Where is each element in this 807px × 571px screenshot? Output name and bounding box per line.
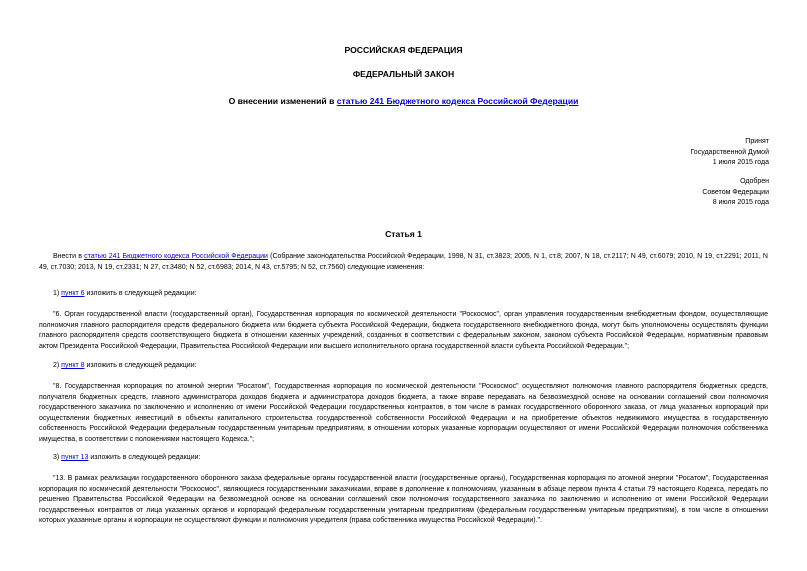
item1-link[interactable]: пункт 6 xyxy=(61,290,85,297)
item1-instruction xyxy=(39,289,768,300)
law-title xyxy=(0,96,807,106)
item1-text: "6. Орган государственной власти (государственный орган), Государственная корпорация по космической деятельности "Роскосмос", орган управления государственным внебюджетным фондом, осуществляющие полномочия главного распорядителя средств федерального бюджета или бюджета субъекта Российской Федерации, бюджета государственного внебюджетного фонда, могут быть уполномочены осуществлять функции главного распорядителя средств соответствующего бюджета в отношении казенных учреждений, созданных в соответствии с федеральным законом, законом субъекта Российской Федерации, нормативным правовым актом Президента Российской Федерации, Правительства Российской Федерации или высшего исполнительного органа государственной власти субъекта Российской Федерации."; xyxy=(39,311,768,350)
intro-rest: (Собрание законодательства Российской Федерации, 1998, N 31, ст.3823; 2005, N 1, ст.8; 2007, N 18, ст.2117; N 49, ст.6079; 2010, N 19, ст.2291; 2011, N 49, ст.7030; 2013, N 19, ст.2331; N 27, ст.3480; N 52, ст.6983; 2014, N 43, ст.5795; N 52, ст.7560) следующие изменения: xyxy=(39,253,768,271)
approved-date: 8 июля 2015 года xyxy=(712,199,769,206)
item3-link[interactable]: пункт 13 xyxy=(61,454,89,461)
accepted-date: 1 июля 2015 года xyxy=(712,159,769,166)
item3-instruction xyxy=(39,453,768,464)
accepted-block xyxy=(690,137,769,169)
item2-instruction xyxy=(39,361,768,372)
approved-block xyxy=(702,177,769,209)
intro-prefix: Внести в xyxy=(53,253,85,260)
accepted-label: Принят xyxy=(745,138,769,145)
item3-prefix: 3) xyxy=(53,454,62,461)
item1-rest: изложить в следующей редакции: xyxy=(84,290,197,297)
item2-link[interactable]: пункт 8 xyxy=(61,362,85,369)
intro-link[interactable]: статью 241 Бюджетного кодекса Российской Федерации xyxy=(84,253,268,260)
law-type-heading: ФЕДЕРАЛЬНЫЙ ЗАКОН xyxy=(352,69,455,79)
accepted-by: Государственной Думой xyxy=(690,148,769,156)
law-title-prefix: О внесении изменений в xyxy=(228,96,337,106)
item3-rest: изложить в следующей редакции: xyxy=(88,454,201,461)
article-intro xyxy=(39,252,768,273)
item2-text: "8. Государственная корпорация по атомной энергии "Росатом", Государственная корпорация по космической деятельности "Роскосмос" осуществляют полномочия главного распорядителя бюджетных средств, получателя бюджетных средств, главного администратора доходов бюджета и администратора доходов бюджета, а также вправе передавать на безвозмездной основе на основании соглашений свои полномочия государственного заказчика по заключению и исполнению от имени Российской Федерации государственных контрактов, в том числе в рамках государственного оборонного заказа, от лица указанных корпораций при осуществлении бюджетных инвестиций в объекты капитального строительства государственной собственности Российской Федерации и на приобретение объектов недвижимого имущества в государственную собственность Российской Федерации федеральным государственным унитарным предприятиям, в отношении которых указанные корпорации осуществляют от имени Российской Федерации полномочия собственника имущества, в соответствии с положениями настоящего Кодекса."; xyxy=(39,383,768,443)
item1-prefix: 1) xyxy=(53,290,62,297)
item2-prefix: 2) xyxy=(53,362,62,369)
item2-rest: изложить в следующей редакции: xyxy=(84,362,197,369)
law-title-link[interactable]: статью 241 Бюджетного кодекса Российской Федерации xyxy=(336,96,579,106)
approved-label: Одобрен xyxy=(740,178,769,185)
article-heading: Статья 1 xyxy=(385,229,422,239)
approved-by: Советом Федерации xyxy=(702,188,769,196)
item3-text: "13. В рамках реализации государственного оборонного заказа федеральные органы государственной власти (государственные органы), Государственная корпорация по атомной энергии "Росатом", Государственная корпорация по космической деятельности "Роскосмос", являющиеся государственными заказчиками, вправе в дополнение к полномочиям, указанным в абзаце первом пункта 4 статьи 79 настоящего Кодекса, передать по решению Правительства Российской Федерации на безвозмездной основе на основании соглашений свои полномочия государственного заказчика по заключению и исполнению от имени Российской Федерации государственных контрактов от лица указанных органов и корпораций федеральным государственным унитарным предприятиям (федеральным государственным унитарным предприятиям), в том числе в отношении которых указанные органы и корпорации не осуществляют функции и полномочия учредителя (права собственника имущества Российской Федерации).". xyxy=(39,475,768,524)
country-heading: РОССИЙСКАЯ ФЕДЕРАЦИЯ xyxy=(344,45,463,55)
